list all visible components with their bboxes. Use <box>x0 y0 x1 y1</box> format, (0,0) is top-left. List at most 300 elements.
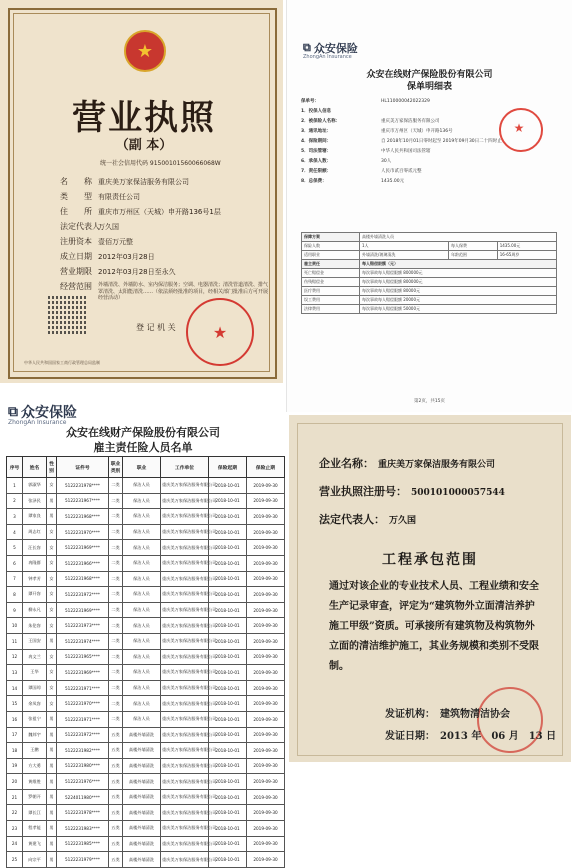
table-cell: 5122231978**** <box>57 478 109 494</box>
table-header-cell: 证件号 <box>57 457 109 478</box>
table-cell: 19 <box>7 758 23 774</box>
table-cell: 男 <box>47 509 57 525</box>
table-cell: 2019-09-30 <box>247 649 285 665</box>
table-cell: 王鹏 <box>23 743 47 759</box>
table-row: 保障方案 高楼外墙清洗人员 <box>302 233 557 242</box>
table-cell: 朱伦容 <box>23 618 47 634</box>
table-cell: 18 <box>7 743 23 759</box>
table-cell: 保洁人员 <box>123 649 161 665</box>
table-cell: 张祖宁 <box>23 711 47 727</box>
table-cell: 高楼外墙清洗 <box>123 727 161 743</box>
table-header-cell: 职业 <box>123 457 161 478</box>
table-cell: 高楼外墙清洗 <box>123 758 161 774</box>
table-cell: 重庆美万家保洁服务有限公司 <box>161 555 209 571</box>
table-cell: 5122231983**** <box>57 821 109 837</box>
table-header-cell: 性别 <box>47 457 57 478</box>
table-cell: 男 <box>47 836 57 852</box>
table-cell: 高楼外墙清洗 <box>123 836 161 852</box>
table-cell: 2018-10-01 <box>209 680 247 696</box>
table-cell: 重庆美万家保洁服务有限公司 <box>161 618 209 634</box>
table-cell: 2019-09-30 <box>247 836 285 852</box>
table-cell: 保洁人员 <box>123 540 161 556</box>
certificate-reg-no: 营业执照注册号： 500101000057544 <box>319 485 505 498</box>
table-row: 误工费用 每次事故每人赔偿限额 20000元 <box>302 296 557 305</box>
table-header-row <box>7 457 285 478</box>
table-cell: 谭国琼 <box>23 680 47 696</box>
table-row <box>7 633 285 649</box>
table-cell: 保洁人员 <box>123 680 161 696</box>
table-cell: 黄建飞 <box>23 836 47 852</box>
employee-list-panel <box>0 398 286 863</box>
table-cell: 2018-10-01 <box>209 555 247 571</box>
zhongan-logo: ⧉ 众安保险 ZhongAn Insurance <box>303 41 358 60</box>
table-header-cell: 工作单位 <box>161 457 209 478</box>
table-row: 适用职业 外墙清洗/玻璃清洗 年龄范围 16-65周岁 <box>302 251 557 260</box>
table-cell: 重庆美万家保洁服务有限公司 <box>161 774 209 790</box>
table-cell: 王国安 <box>23 633 47 649</box>
table-cell: 2018-10-01 <box>209 696 247 712</box>
table-cell: 2019-09-30 <box>247 852 285 868</box>
table-cell: 张泽民 <box>23 493 47 509</box>
table-cell: 5122231969**** <box>57 540 109 556</box>
table-cell: 男 <box>47 633 57 649</box>
table-cell: 2018-10-01 <box>209 758 247 774</box>
table-cell: 王华 <box>23 665 47 681</box>
table-cell: 保洁人员 <box>123 633 161 649</box>
table-cell: 谭家良 <box>23 509 47 525</box>
policy-plan-table <box>301 232 557 314</box>
table-cell: 男 <box>47 743 57 759</box>
table-cell: 2018-10-01 <box>209 618 247 634</box>
table-row <box>7 587 285 603</box>
table-cell: 重庆美万家保洁服务有限公司 <box>161 478 209 494</box>
table-cell: 2019-09-30 <box>247 743 285 759</box>
table-cell: 5122231972**** <box>57 587 109 603</box>
table-cell: 高楼外墙清洗 <box>123 743 161 759</box>
table-row <box>7 602 285 618</box>
table-cell: 二类 <box>109 587 123 603</box>
table-cell: 5122231969**** <box>57 602 109 618</box>
table-cell: 重庆美万家保洁服务有限公司 <box>161 852 209 868</box>
policy-line: 8．总保费： 1435.00元 <box>301 179 405 184</box>
license-title: 营业执照 <box>72 98 216 138</box>
table-row <box>7 727 285 743</box>
table-cell: 五类 <box>109 852 123 868</box>
employee-list-title: 众安在线财产保险股份有限公司 <box>66 426 220 439</box>
association-seal-icon <box>477 687 543 753</box>
table-cell: 重庆美万家保洁服务有限公司 <box>161 680 209 696</box>
registration-authority: 登 记 机 关 <box>136 323 176 332</box>
table-cell: 16 <box>7 711 23 727</box>
table-cell: 谭开容 <box>23 587 47 603</box>
employee-table <box>6 456 285 868</box>
table-cell: 女 <box>47 696 57 712</box>
table-cell: 24 <box>7 836 23 852</box>
license-field: 法定代表人万久国 <box>60 222 119 231</box>
table-cell: 女 <box>47 478 57 494</box>
table-row: 伤残赔偿金 每次事故每人赔偿限额 800000元 <box>302 278 557 287</box>
table-cell: 2018-10-01 <box>209 711 247 727</box>
policy-line: 保单号： HL110000042022329 <box>301 99 430 104</box>
table-cell: 女 <box>47 524 57 540</box>
table-cell: 2019-09-30 <box>247 758 285 774</box>
table-cell: 5122231972**** <box>57 727 109 743</box>
table-row <box>7 805 285 821</box>
table-row: 医疗费用 每次事故每人赔偿限额 80000元 <box>302 287 557 296</box>
table-cell: 保洁人员 <box>123 711 161 727</box>
table-cell: 2019-09-30 <box>247 509 285 525</box>
table-cell: 钟孝芳 <box>23 571 47 587</box>
table-cell: 五类 <box>109 743 123 759</box>
table-cell: 郭淑华 <box>23 478 47 494</box>
license-field: 经营范围 <box>60 282 92 291</box>
table-cell: 2018-10-01 <box>209 478 247 494</box>
table-header-cell: 姓名 <box>23 457 47 478</box>
table-cell: 重庆美万家保洁服务有限公司 <box>161 836 209 852</box>
table-cell: 余凤容 <box>23 696 47 712</box>
table-cell: 2018-10-01 <box>209 509 247 525</box>
table-cell: 20 <box>7 774 23 790</box>
table-cell: 保洁人员 <box>123 493 161 509</box>
table-cell: 男 <box>47 805 57 821</box>
table-cell: 五类 <box>109 836 123 852</box>
license-field: 成立日期 2012年03月28日 <box>60 252 155 261</box>
table-cell: 重庆美万家保洁服务有限公司 <box>161 805 209 821</box>
table-cell: 重庆美万家保洁服务有限公司 <box>161 711 209 727</box>
table-cell: 二类 <box>109 665 123 681</box>
table-cell: 重庆美万家保洁服务有限公司 <box>161 696 209 712</box>
table-cell: 14 <box>7 680 23 696</box>
table-cell: 2019-09-30 <box>247 727 285 743</box>
license-credit-code: 统一社会信用代码 91500101560066068W <box>100 160 221 167</box>
policy-title: 众安在线财产保险股份有限公司 <box>366 70 493 80</box>
policy-line: 4．保险期间： 自 2018年10月01日零时起至 2019年09月30日二十四时止 <box>301 139 502 144</box>
table-cell: 男 <box>47 821 57 837</box>
table-header-cell: 保险起期 <box>209 457 247 478</box>
table-cell: 2018-10-01 <box>209 602 247 618</box>
table-header-cell: 职业类别 <box>109 457 123 478</box>
national-emblem-icon: ★ <box>124 30 166 72</box>
table-row <box>7 836 285 852</box>
license-field: 名 称 重庆美万家保洁服务有限公司 <box>60 177 189 186</box>
table-cell: 女 <box>47 680 57 696</box>
table-row <box>7 509 285 525</box>
table-cell: 男 <box>47 758 57 774</box>
table-cell: 重庆美万家保洁服务有限公司 <box>161 493 209 509</box>
table-cell: 高楼外墙清洗 <box>123 774 161 790</box>
license-field: 住 所 重庆市万州区（天城）申开路136号1层 <box>60 207 221 216</box>
table-cell: 2019-09-30 <box>247 540 285 556</box>
table-cell: 保洁人员 <box>123 696 161 712</box>
policy-line: 3．通讯地址： 重庆市万州区（天城）申开路136号 <box>301 129 453 134</box>
certificate-title: 工程承包范围 <box>382 552 478 568</box>
certificate-date: 发证日期： 2013 年 06 月 13 日 <box>385 731 557 742</box>
table-cell: 2019-09-30 <box>247 821 285 837</box>
policy-seal-star-icon: ★ <box>513 121 525 135</box>
table-cell: 2019-09-30 <box>247 587 285 603</box>
table-cell: 5122231985**** <box>57 836 109 852</box>
license-field: 营业期限 2012年03月28日至永久 <box>60 267 176 276</box>
table-cell: 女 <box>47 665 57 681</box>
table-cell: 重庆美万家保洁服务有限公司 <box>161 587 209 603</box>
table-cell: 2019-09-30 <box>247 680 285 696</box>
table-cell: 二类 <box>109 478 123 494</box>
table-cell: 2018-10-01 <box>209 633 247 649</box>
table-cell: 二类 <box>109 540 123 556</box>
table-cell: 2018-10-01 <box>209 649 247 665</box>
policy-subtitle: 保单明细表 <box>406 82 452 92</box>
table-cell: 二类 <box>109 696 123 712</box>
table-row: 死亡赔偿金 每次事故每人赔偿限额 800000元 <box>302 269 557 278</box>
policy-line: 6．承保人数： 30人 <box>301 159 392 164</box>
policy-line: 2．被保险人名称： 重庆美万家保洁服务有限公司 <box>301 119 440 124</box>
table-cell: 5122231965**** <box>57 649 109 665</box>
policy-line: 1．投保人信息 <box>301 109 332 114</box>
table-cell: 黄维胜 <box>23 774 47 790</box>
table-row: 法律费用 每次事故每人赔偿限额 50000元 <box>302 305 557 314</box>
table-cell: 2018-10-01 <box>209 571 247 587</box>
table-row <box>7 493 285 509</box>
table-cell: 保洁人员 <box>123 524 161 540</box>
table-cell: 冉隆群 <box>23 555 47 571</box>
table-cell: 高楼外墙清洗 <box>123 821 161 837</box>
license-field: 类 型 有限责任公司 <box>60 192 140 201</box>
table-row <box>7 743 285 759</box>
table-cell: 5122231980**** <box>57 758 109 774</box>
table-row <box>7 711 285 727</box>
table-cell: 二类 <box>109 711 123 727</box>
table-cell: 5122231967**** <box>57 493 109 509</box>
table-cell: 2019-09-30 <box>247 665 285 681</box>
table-cell: 女 <box>47 555 57 571</box>
table-cell: 二类 <box>109 493 123 509</box>
table-cell: 21 <box>7 789 23 805</box>
table-cell: 保洁人员 <box>123 618 161 634</box>
table-cell: 5122231976**** <box>57 774 109 790</box>
policy-line: 5．司法管辖： 中华人民共和国司法管辖 <box>301 149 431 154</box>
table-cell: 2019-09-30 <box>247 618 285 634</box>
table-cell: 2018-10-01 <box>209 587 247 603</box>
table-cell: 二类 <box>109 555 123 571</box>
table-cell: 2018-10-01 <box>209 836 247 852</box>
table-cell: 2019-09-30 <box>247 633 285 649</box>
table-cell: 重庆美万家保洁服务有限公司 <box>161 509 209 525</box>
official-seal-icon: ★ <box>186 298 254 366</box>
table-cell: 2018-10-01 <box>209 774 247 790</box>
table-cell: 5122231971**** <box>57 711 109 727</box>
table-cell: 重庆美万家保洁服务有限公司 <box>161 633 209 649</box>
table-row <box>7 774 285 790</box>
table-cell: 保洁人员 <box>123 665 161 681</box>
table-cell: 5122231973**** <box>57 618 109 634</box>
table-cell: 12 <box>7 649 23 665</box>
table-row <box>7 821 285 837</box>
table-cell: 11 <box>7 633 23 649</box>
table-row <box>7 649 285 665</box>
zhongan-mark-icon: ⧉ <box>303 41 311 54</box>
table-cell: 2019-09-30 <box>247 696 285 712</box>
table-cell: 5122231978**** <box>57 805 109 821</box>
table-cell: 2019-09-30 <box>247 774 285 790</box>
table-cell: 5122231966**** <box>57 555 109 571</box>
table-cell: 魏邦宇 <box>23 727 47 743</box>
table-cell: 五类 <box>109 789 123 805</box>
table-cell: 向宗平 <box>23 852 47 868</box>
qualification-certificate-panel <box>289 415 571 762</box>
table-cell: 22 <box>7 805 23 821</box>
table-cell: 冉文兰 <box>23 649 47 665</box>
table-cell: 二类 <box>109 680 123 696</box>
table-cell: 8 <box>7 587 23 603</box>
license-subtitle: （副 本） <box>115 138 173 153</box>
policy-line: 7．责任限额： 人民币贰百零贰元整 <box>301 169 422 174</box>
table-cell: 高楼外墙清洗 <box>123 805 161 821</box>
table-cell: 柳永凡 <box>23 602 47 618</box>
table-cell: 2019-09-30 <box>247 571 285 587</box>
table-row: 保险人数 1人 每人保费 1435.00元 <box>302 242 557 251</box>
table-cell: 2019-09-30 <box>247 524 285 540</box>
table-row <box>7 665 285 681</box>
table-cell: 二类 <box>109 618 123 634</box>
policy-page-number: 第2页，共15页 <box>413 399 446 404</box>
table-cell: 6 <box>7 555 23 571</box>
table-cell: 程孝能 <box>23 821 47 837</box>
table-cell: 2018-10-01 <box>209 665 247 681</box>
table-header-cell: 序号 <box>7 457 23 478</box>
table-cell: 重庆美万家保洁服务有限公司 <box>161 727 209 743</box>
table-cell: 方大勇 <box>23 758 47 774</box>
table-cell: 五类 <box>109 727 123 743</box>
certificate-body: 通过对该企业的专业技术人员、工程业绩和安全生产记录审查，评定为“建筑物外立面清洁养护施工甲级”资质。可承接所有建筑物及构筑物外立面的清洁维护施工，其业务规模和类别不受限制。 <box>329 581 539 672</box>
table-cell: 保洁人员 <box>123 571 161 587</box>
table-cell: 五类 <box>109 774 123 790</box>
table-cell: 2019-09-30 <box>247 711 285 727</box>
certificate-company: 企业名称： 重庆美万家保洁服务有限公司 <box>319 457 496 470</box>
table-cell: 女 <box>47 571 57 587</box>
table-cell: 二类 <box>109 633 123 649</box>
table-cell: 5122231969**** <box>57 665 109 681</box>
table-cell: 女 <box>47 602 57 618</box>
table-cell: 女 <box>47 618 57 634</box>
table-cell: 保洁人员 <box>123 509 161 525</box>
table-cell: 5122231982**** <box>57 743 109 759</box>
table-cell: 女 <box>47 649 57 665</box>
table-cell: 重庆美万家保洁服务有限公司 <box>161 665 209 681</box>
table-cell: 重庆美万家保洁服务有限公司 <box>161 821 209 837</box>
table-row <box>7 680 285 696</box>
license-scope-text: 外墙清洗、外墙防水、室内保洁服务；空调、电器清洗；清洗管道清洗、排气罩清洗、太阳能清洗……（依法须经批准的项目，经相关部门批准后方可开展经营活动） <box>98 282 269 301</box>
table-cell: 2 <box>7 493 23 509</box>
certificate-issuer: 发证机构： 建筑物清洁协会 <box>385 709 510 720</box>
certificate-rep: 法定代表人： 万久国 <box>319 513 417 526</box>
table-cell: 重庆美万家保洁服务有限公司 <box>161 540 209 556</box>
employee-list-subtitle: 雇主责任险人员名单 <box>93 441 193 454</box>
table-cell: 7 <box>7 571 23 587</box>
license-footer: 中华人民共和国国家工商行政管理总局监制 <box>24 360 100 365</box>
table-cell: 2019-09-30 <box>247 478 285 494</box>
table-row <box>7 696 285 712</box>
table-cell: 10 <box>7 618 23 634</box>
table-cell: 5122231974**** <box>57 633 109 649</box>
table-cell: 2019-09-30 <box>247 602 285 618</box>
table-cell: 15 <box>7 696 23 712</box>
table-cell: 重庆美万家保洁服务有限公司 <box>161 789 209 805</box>
table-cell: 重庆美万家保洁服务有限公司 <box>161 649 209 665</box>
table-row <box>7 478 285 494</box>
table-cell: 25 <box>7 852 23 868</box>
table-cell: 2018-10-01 <box>209 524 247 540</box>
table-cell: 9 <box>7 602 23 618</box>
table-header-cell: 保险止期 <box>247 457 285 478</box>
table-cell: 谭长江 <box>23 805 47 821</box>
table-row <box>7 852 285 868</box>
table-cell: 2018-10-01 <box>209 789 247 805</box>
table-cell: 二类 <box>109 649 123 665</box>
table-cell: 2019-09-30 <box>247 493 285 509</box>
table-cell: 2018-10-01 <box>209 540 247 556</box>
table-cell: 重庆美万家保洁服务有限公司 <box>161 758 209 774</box>
table-cell: 5224011980**** <box>57 789 109 805</box>
table-cell: 5122231979**** <box>57 852 109 868</box>
table-cell: 5 <box>7 540 23 556</box>
business-license-panel <box>0 0 283 383</box>
table-cell: 重庆美万家保洁服务有限公司 <box>161 524 209 540</box>
table-cell: 男 <box>47 852 57 868</box>
table-cell: 5122231971**** <box>57 680 109 696</box>
table-cell: 女 <box>47 540 57 556</box>
table-cell: 保洁人员 <box>123 555 161 571</box>
table-cell: 重庆美万家保洁服务有限公司 <box>161 743 209 759</box>
table-cell: 保洁人员 <box>123 587 161 603</box>
table-cell: 男 <box>47 711 57 727</box>
table-cell: 2018-10-01 <box>209 805 247 821</box>
table-cell: 5122231970**** <box>57 524 109 540</box>
table-row <box>7 524 285 540</box>
table-cell: 二类 <box>109 524 123 540</box>
table-cell: 4 <box>7 524 23 540</box>
license-field: 注册资本 壹佰万元整 <box>60 237 133 246</box>
table-cell: 男 <box>47 774 57 790</box>
table-cell: 2019-09-30 <box>247 789 285 805</box>
table-cell: 重庆美万家保洁服务有限公司 <box>161 602 209 618</box>
table-cell: 周志红 <box>23 524 47 540</box>
table-cell: 5122231970**** <box>57 696 109 712</box>
table-cell: 二类 <box>109 509 123 525</box>
table-cell: 高楼外墙清洗 <box>123 852 161 868</box>
table-cell: 2018-10-01 <box>209 743 247 759</box>
table-row <box>7 555 285 571</box>
table-row <box>7 540 285 556</box>
table-row <box>7 618 285 634</box>
table-cell: 五类 <box>109 805 123 821</box>
table-cell: 汪长容 <box>23 540 47 556</box>
table-row <box>7 789 285 805</box>
table-cell: 高楼外墙清洗 <box>123 789 161 805</box>
zhongan-logo: ⧉ 众安保险 ZhongAn Insurance <box>8 404 77 426</box>
table-row <box>7 758 285 774</box>
table-cell: 重庆美万家保洁服务有限公司 <box>161 571 209 587</box>
table-cell: 保洁人员 <box>123 602 161 618</box>
table-cell: 男 <box>47 789 57 805</box>
table-cell: 5122231968**** <box>57 571 109 587</box>
table-cell: 二类 <box>109 602 123 618</box>
qr-code-overlay <box>48 296 86 334</box>
policy-schedule-panel <box>286 0 572 412</box>
table-row <box>7 571 285 587</box>
table-cell: 17 <box>7 727 23 743</box>
table-cell: 2019-09-30 <box>247 555 285 571</box>
table-cell: 3 <box>7 509 23 525</box>
